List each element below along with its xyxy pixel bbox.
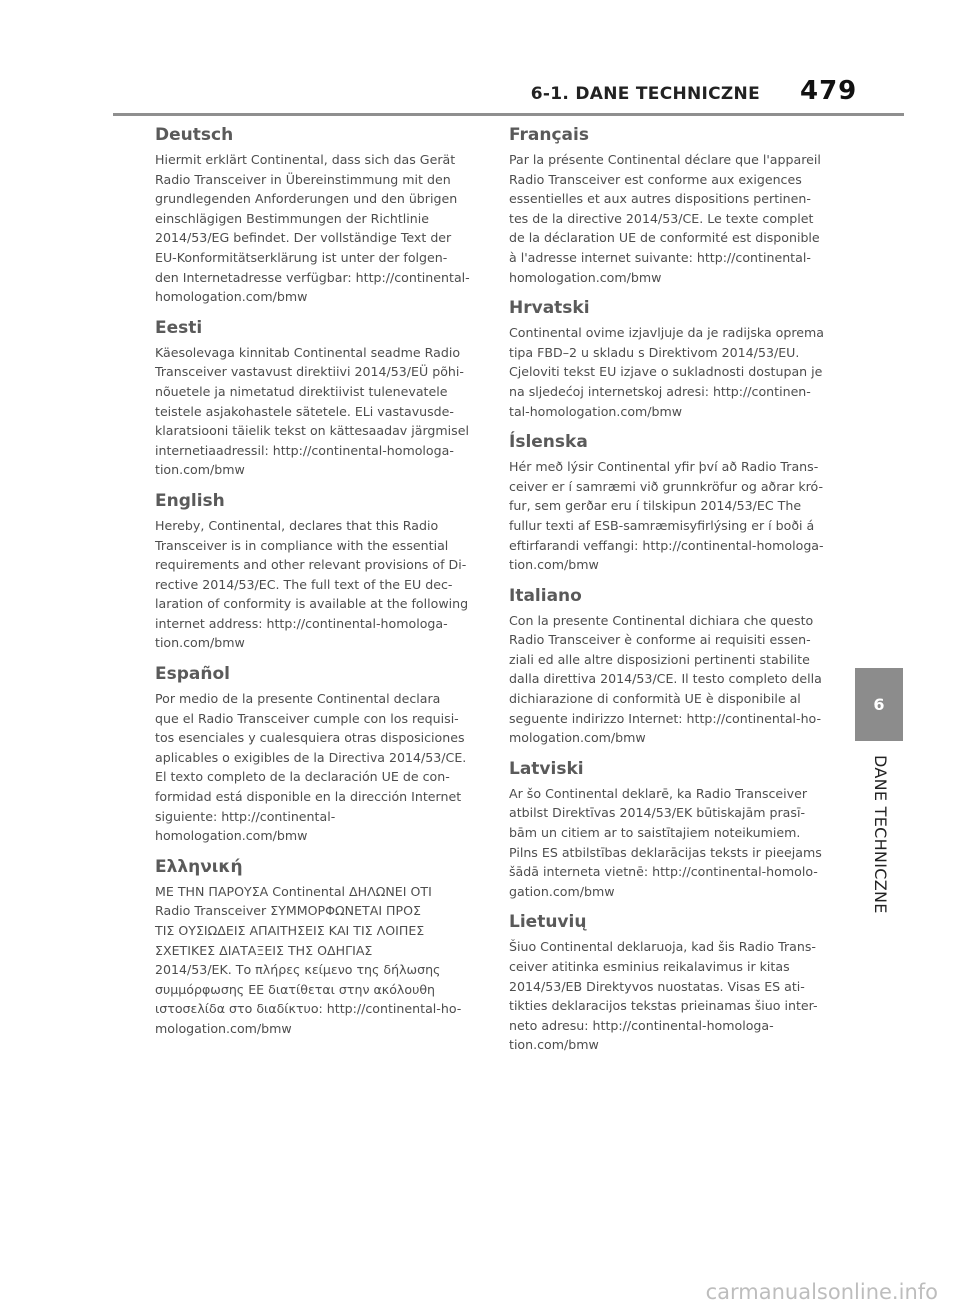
chapter-tab (855, 668, 903, 741)
lang-heading: Hrvatski (509, 298, 590, 319)
lang-heading: Español (155, 664, 230, 685)
lang-body: Hiermit erklärt Continental, dass sich das Gerät Radio Transceiver in Übereinstimmung mit den grundlegenden Anforderungen und den übrigen einschlägigen Bestimmungen der Richtlinie 2014/53/EG befindet. Der vollständige Text der EU-Konformitätserklärung ist unter der folgen- den Internetadresse verfügbar: http://continental- homologation.com/bmw (155, 152, 470, 305)
lang-body: Continental ovime izjavljuje da je radijska oprema tipa FBD–2 u skladu s Direktivom 2014/53/EU. Cjeloviti tekst EU izjave o sukladnosti dostupan je na sljedećoj internetskoj adresi: http://continen- tal-homologation.com/bmw (509, 325, 825, 419)
lang-heading: Lietuvių (509, 912, 587, 933)
lang-heading: Íslenska (509, 432, 588, 453)
lang-body: Con la presente Continental dichiara che questo Radio Transceiver è conforme ai requisiti essen- ziali ed alle altre disposizioni pertinenti stabilite dalla direttiva 2014/53/CE. Il testo completo della dichiarazione di conformità UE è disponibile al seguente indirizzo Internet: http://continental-ho- mologation.com/bmw (509, 612, 822, 746)
lang-heading: English (155, 490, 225, 511)
lang-body: Hér með lýsir Continental yfir því að Radio Trans- ceiver er í samræmi við grunnkröfur og aðrar kró- fur, sem gerðar eru í tilskipun 2014/53/EC The fullur texti af ESB-samræmisyfirlýsing er í boði á eftirfarandi veffangi: http://continental-homologa- tion.com/bmw (509, 459, 824, 573)
lang-section-espanol (155, 663, 473, 846)
lang-body: Par la présente Continental déclare que l'appareil Radio Transceiver est conforme aux exigences essentielles et aux autres dispositions pertinen- tes de la directive 2014/53/CE. Le texte complet de la déclaration UE de conformité est disponible à l'adresse internet suivante: http://continental- homologation.com/bmw (509, 152, 821, 285)
lang-heading: Eesti (155, 317, 203, 338)
watermark: carmanualsonline.info (705, 1280, 938, 1304)
lang-body: Šiuo Continental deklaruoja, kad šis Radio Trans- ceiver atitinka esminius reikalavimus ir kitas 2014/53/EB Direktyvos nuostatas. Visas ES ati- tikties deklaracijos tekstas prieinamas šiuo inter- neto adresu: http://continental-homologa- tion.com/bmw (509, 939, 818, 1053)
lang-body: Käesolevaga kinnitab Continental seadme Radio Transceiver vastavust direktiivi 2014/53/EÜ põhi- nõuetele ja nimetatud direktiivist tulenevatele teistele asjakohastele sätetele. ELi vastavusde- klaratsiooni täielik tekst on kättesaadav järgmisel internetiaadressil: http://continental-homologa- tion.com/bmw (155, 344, 469, 478)
right-column (509, 124, 827, 1065)
lang-body: ΜΕ ΤΗΝ ΠΑΡΟΥΣΑ Continental ΔΗΛΩΝΕΙ ΟΤΙ Radio Transceiver ΣΥΜΜΟΡΦΩΝΕΤΑΙ ΠΡΟΣ ΤΙΣ ΟΥΣΙΩΔΕΙΣ ΑΠΑΙΤΗΣΕΙΣ ΚΑΙ ΤΙΣ ΛΟΙΠΕΣ ΣΧΕΤΙΚΕΣ ΔΙΑΤΑΞΕΙΣ ΤΗΣ ΟΔΗΓΙΑΣ 2014/53/ΕΚ. Το πλήρες κείμενο της δήλωσης συμμόρφωσης ΕΕ διατίθεται στην ακόλουθη ιστοσελίδα στο διαδίκτυο: http://continental-ho- mologation.com/bmw (155, 883, 462, 1036)
lang-section-greek (155, 856, 473, 1039)
lang-heading: Italiano (509, 585, 582, 606)
lang-heading: Ελληνική (155, 856, 243, 877)
lang-section-hrvatski (509, 297, 827, 421)
lang-body: Hereby, Continental, declares that this Radio Transceiver is in compliance with the essential requirements and other relevant provisions of Di- rective 2014/53/EC. The full text of the EU dec- laration of conformity is available at the following internet address: http://continental-homologa- tion.com/bmw (155, 517, 469, 651)
lang-heading: Deutsch (155, 125, 234, 145)
lang-section-latviski (509, 758, 827, 902)
lang-heading: Latviski (509, 758, 584, 779)
chapter-number: 6 (873, 695, 885, 714)
lang-section-english (155, 490, 473, 653)
lang-body: Ar šo Continental deklarē, ka Radio Transceiver atbilst Direktīvas 2014/53/EK būtiskajām prasī- bām un citiem ar to saistītajiem noteikumiem. Pilns ES atbilstības deklarācijas teksts ir pieejams šādā interneta vietnē: http://continental-homolo- gation.com/bmw (509, 785, 822, 899)
lang-section-islenska (509, 431, 827, 575)
lang-section-deutsch (155, 124, 473, 307)
lang-section-francais (509, 124, 827, 287)
page-header (0, 0, 960, 120)
lang-section-lietuviu (509, 911, 827, 1055)
left-column (155, 124, 473, 1049)
chapter-label: DANE TECHNICZNE (871, 755, 890, 914)
lang-heading: Français (509, 125, 589, 145)
lang-body: Por medio de la presente Continental declara que el Radio Transceiver cumple con los requisi- tos esenciales y cualesquiera otras disposiciones aplicables o exigibles de la Directiva 2014/53/CE. El texto completo de la declaración UE de con- formidad está disponible en la dirección Internet siguiente: http://continental- homologation.com/bmw (155, 691, 467, 844)
header-divider (113, 113, 904, 116)
section-title: 6-1. DANE TECHNICZNE (530, 84, 760, 104)
lang-section-eesti (155, 317, 473, 480)
lang-section-italiano (509, 585, 827, 748)
page-number: 479 (800, 76, 858, 106)
